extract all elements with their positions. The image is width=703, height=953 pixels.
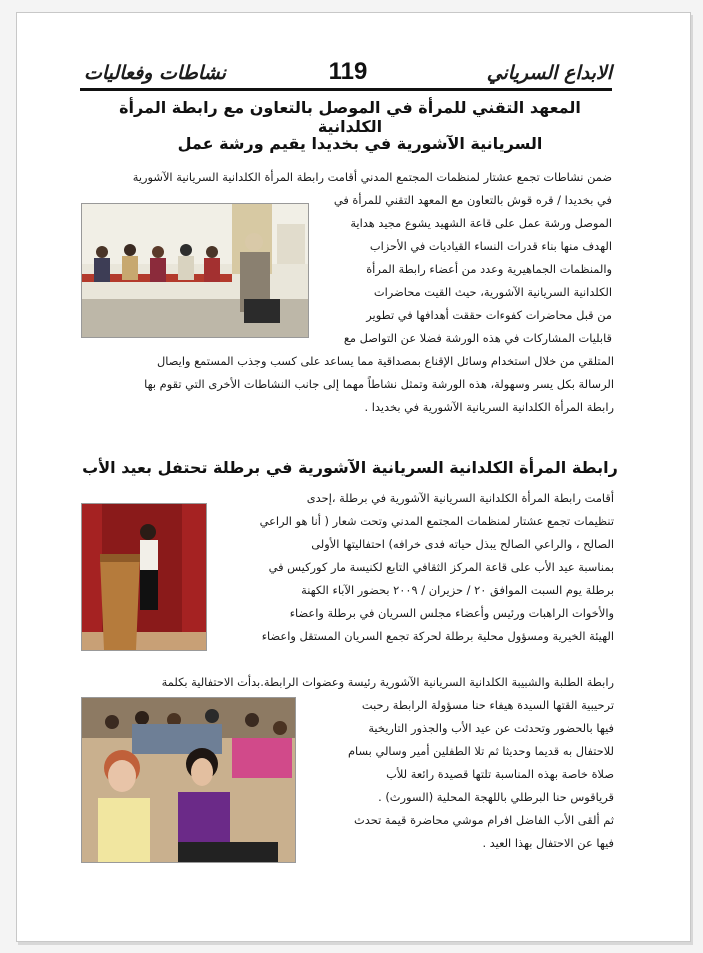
article1-title-line1: المعهد التقني للمرأة في الموصل بالتعاون مع رابطة المرأة الكلدانية [119,98,581,136]
article2-line-1: أقامت رابطة المرأة الكلدانية السريانية الآشورية في برطلة ،إحدى [306,491,614,505]
article1-line-8: قابليات المشاركات في هذه الورشة فضلا عن التواصل مع [343,331,612,345]
page-header [80,58,612,88]
article2-line-12: صلاة خاصة بهذه المناسبة تلتها قصيدة رائعة للأب [386,767,614,781]
article1-line-1: ضمن نشاطات تجمع عشتار لمنظمات المجتمع المدني أقامت رابطة المرأة الكلدانية السريانية الآشورية [132,170,612,184]
article1-body-wrap [132,166,612,350]
article2-line-11: للاحتفال به قديما وحديثا ثم تلا الطفلين أمير وسالي بسام [347,744,614,758]
article2-body-full [78,671,614,694]
header-rule [80,88,612,91]
article1-line-11: رابطة المرأة الكلدانية السريانية الآشورية في بخديدا . [364,400,614,414]
article2-line-5: برطلة يوم السبت الموافق ٢٠ / حزيران / ٢٠٠٩ بحضور الآباء الكهنة [301,583,614,597]
article2-line-4: بمناسبة عيد الأب على قاعة المركز الثقافي التابع لكنيسة مار كوركيس في [268,560,614,574]
article2-line-14: ثم ألقى الأب الفاضل افرام موشي محاضرة قيمة تحدث [354,813,614,827]
article1-line-10: الرسالة بكل يسر وسهولة، هذه الورشة وتمثل نشاطاً مهما إلى جانب النشاطات الأخرى التي تقوم بها [144,377,614,391]
article2-line-6: والأخوات الراهبات ورئيس وأعضاء مجلس السريان في برطلة واعضاء [289,606,614,620]
publication-title: الابداع السرياني [486,62,612,84]
article1-line-5: والمنظمات الجماهيرية وعدد من أعضاء رابطة المرأة [366,262,612,276]
article2-line-10: فيها بالحضور وتحدثت عن عيد الأب والجذور التاريخية [368,721,614,735]
article2-title: رابطة المرأة الكلدانية السريانية الآشورية في برطلة تحتفل بعيد الأب [82,458,618,477]
article1-line-6: الكلدانية السريانية الآشورية، حيث القيت محاضرات [373,285,612,299]
article1-line-4: الهدف منها بناء قدرات النساء القياديات في الأحزاب [369,239,612,253]
article1-line-7: من قبل محاضرات كفوءات حققت أهدافها في تطوير [366,308,612,322]
audience-photo [81,697,296,863]
article2-body-wrap2 [300,694,614,855]
article2-body-wrap [212,487,614,648]
article1-line-3: الموصل ورشة عمل على قاعة الشهيد يشوع مجيد هداية [350,216,612,230]
article1-line-9: المتلقي من خلال استخدام وسائل الإقناع بمصداقية مما يساعد على كسب وجذب المستمع وايصال [157,354,614,368]
article2-line-2: تنظيمات تجمع عشتار لمنظمات المجتمع المدني وتحت شعار ( أنا هو الراعي [259,514,614,528]
article2-line-13: قرياقوس حنا البرطلي باللهجة المحلية (السورث) . [378,790,614,804]
article2-line-15: فيها عن الاحتفال بهذا العيد . [482,836,614,850]
article1-line-2: في بخديدا / قره قوش بالتعاون مع المعهد التقني للمرأة في [333,193,612,207]
article1-body-full [78,350,614,419]
article1-title-line2: السريانية الآشورية في بخديدا يقيم ورشة عمل [177,134,543,153]
workshop-photo [81,203,309,338]
article2-line-9: ترحيبية القتها السيدة هيفاء حنا مسؤولة الرابطة رحبت [361,698,614,712]
page-number: 119 [328,58,368,85]
speaker-photo [81,503,207,651]
article2-line-8: رابطة الطلبة والشبيبة الكلدانية السريانية الآشورية رئيسة وعضوات الرابطة.بدأت الاحتفالية بكلمة [161,675,614,689]
section-title: نشاطات وفعاليات [84,62,226,84]
article2-line-3: الصالح ، والراعي الصالح يبذل حياته فدى خرافه) احتفاليتها الأولى [311,537,614,551]
article2-line-7: الهيئة الخيرية ومسؤول محلية برطلة لحركة تجمع السريان المستقل واعضاء [261,629,614,643]
